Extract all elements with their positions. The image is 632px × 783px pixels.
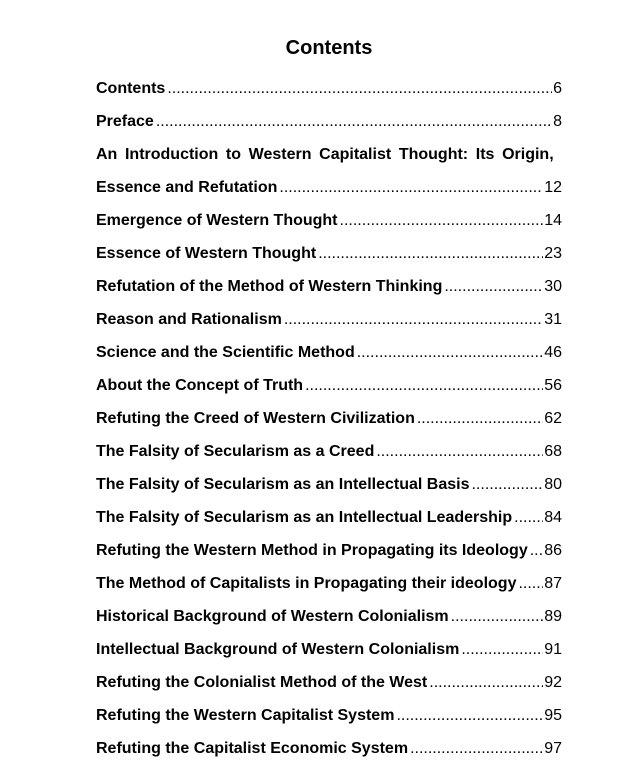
toc-entry-title: Refuting the Western Capitalist System (96, 706, 395, 724)
page-title: Contents (285, 37, 373, 59)
toc-entry[interactable] (96, 435, 562, 468)
table-of-contents (96, 72, 562, 765)
toc-entry[interactable] (96, 501, 562, 534)
toc-page-number: 12 (544, 178, 562, 196)
toc-entry-title: Refuting the Capitalist Economic System (96, 739, 409, 757)
toc-dot-leader (518, 574, 543, 594)
toc-page-number: 84 (544, 508, 562, 526)
toc-page-number: 95 (544, 706, 562, 724)
toc-page-number: 86 (544, 541, 562, 559)
toc-entry-title: Science and the Scientific Method (96, 343, 355, 361)
toc-entry[interactable] (96, 732, 562, 765)
toc-entry[interactable] (96, 402, 562, 435)
toc-entry[interactable] (96, 237, 562, 270)
toc-entry[interactable] (96, 534, 562, 567)
toc-entry[interactable] (96, 303, 562, 336)
toc-entry[interactable] (96, 666, 562, 699)
toc-entry-title: Essence and Refutation (96, 178, 278, 196)
toc-dot-leader (429, 673, 543, 693)
toc-dot-leader (417, 409, 543, 429)
toc-entry-title: Historical Background of Western Colonialism (96, 607, 449, 625)
toc-page-number: 80 (544, 475, 562, 493)
toc-page-number: 31 (544, 310, 562, 328)
toc-entry[interactable] (96, 270, 562, 303)
toc-page-number: 91 (544, 640, 562, 658)
toc-page-number: 14 (544, 211, 562, 229)
toc-entry-line-1[interactable] (96, 138, 562, 171)
toc-page-number: 89 (544, 607, 562, 625)
toc-entry-title: About the Concept of Truth (96, 376, 304, 394)
toc-entry-title: Emergence of Western Thought (96, 211, 338, 229)
toc-dot-leader (451, 607, 544, 627)
toc-page-number: 92 (544, 673, 562, 691)
toc-dot-leader (471, 475, 543, 495)
toc-entry[interactable] (96, 633, 562, 666)
toc-dot-leader (410, 739, 543, 759)
toc-entry-title: The Falsity of Secularism as an Intellectual Basis (96, 475, 470, 493)
toc-entry[interactable] (96, 105, 562, 138)
toc-page-number: 97 (544, 739, 562, 757)
toc-dot-leader (530, 541, 543, 561)
toc-entry[interactable] (96, 204, 562, 237)
toc-entry-title: Contents (96, 79, 166, 97)
toc-entry-title: Refuting the Western Method in Propagating its Ideology (96, 541, 528, 559)
toc-dot-leader (167, 79, 552, 99)
toc-page-number: 87 (544, 574, 562, 592)
toc-entry[interactable] (96, 72, 562, 105)
toc-entry[interactable] (96, 336, 562, 369)
toc-dot-leader (376, 442, 543, 462)
toc-page-number: 46 (544, 343, 562, 361)
toc-dot-leader (305, 376, 543, 396)
toc-page-number: 56 (544, 376, 562, 394)
toc-entry-title: Preface (96, 112, 154, 130)
toc-entry-title: Reason and Rationalism (96, 310, 282, 328)
toc-entry-title: Intellectual Background of Western Colonialism (96, 640, 460, 658)
toc-page-number: 62 (544, 409, 562, 427)
toc-dot-leader (156, 112, 552, 132)
toc-page-number: 68 (544, 442, 562, 460)
toc-dot-leader (357, 343, 543, 363)
toc-dot-leader (444, 277, 543, 297)
toc-entry-title: Refutation of the Method of Western Thinking (96, 277, 443, 295)
toc-page-number: 8 (553, 112, 562, 130)
toc-entry-title: Refuting the Creed of Western Civilization (96, 409, 415, 427)
toc-entry[interactable] (96, 699, 562, 732)
toc-entry-title: Essence of Western Thought (96, 244, 317, 262)
toc-page-number: 30 (544, 277, 562, 295)
toc-entry-title: The Falsity of Secularism as a Creed (96, 442, 375, 460)
toc-entry-title: The Falsity of Secularism as an Intellectual Leadership (96, 508, 513, 526)
toc-dot-leader (461, 640, 543, 660)
toc-dot-leader (284, 310, 543, 330)
toc-entry[interactable] (96, 468, 562, 501)
toc-dot-leader (514, 508, 543, 528)
toc-page-number: 6 (553, 79, 562, 97)
toc-entry[interactable] (96, 369, 562, 402)
toc-dot-leader (396, 706, 543, 726)
toc-entry-title: The Method of Capitalists in Propagating their ideology (96, 574, 517, 592)
toc-dot-leader (318, 244, 543, 264)
toc-entry-title-line-1: An Introduction to Western Capitalist Thought: Its Origin, (96, 145, 554, 163)
toc-page-number: 23 (544, 244, 562, 262)
toc-dot-leader (340, 211, 544, 231)
toc-entry[interactable] (96, 600, 562, 633)
toc-dot-leader (279, 178, 543, 198)
toc-entry-line-2[interactable] (96, 171, 562, 204)
toc-entry-title: Refuting the Colonialist Method of the West (96, 673, 428, 691)
toc-entry[interactable] (96, 567, 562, 600)
